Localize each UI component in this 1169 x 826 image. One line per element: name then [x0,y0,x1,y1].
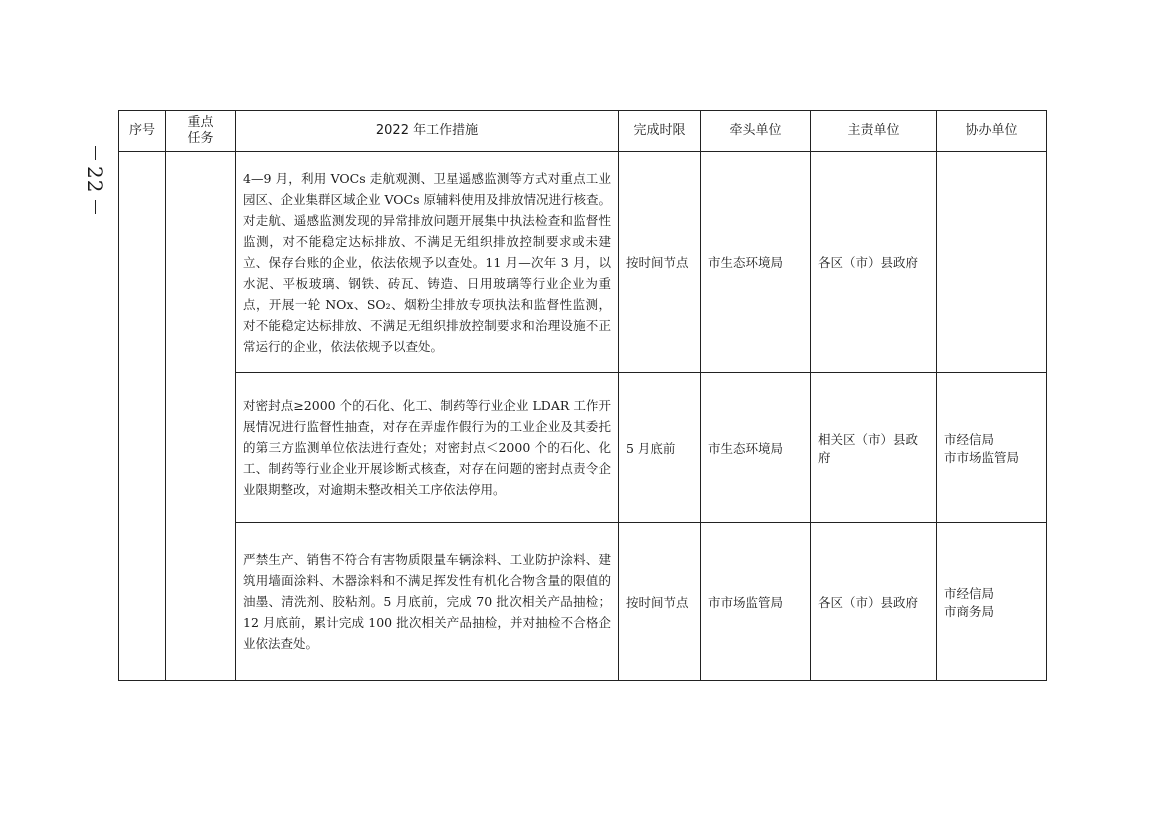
assist-unit-item: 市商务局 [944,603,995,619]
responsible-unit-cell: 各区（市）县政府 [811,152,937,373]
deadline-cell: 按时间节点 [619,523,701,681]
assist-unit-item: 市经信局 [944,431,995,447]
responsible-unit-cell: 各区（市）县政府 [811,523,937,681]
header-measures: 2022 年工作措施 [236,111,619,152]
header-responsible-unit: 主责单位 [811,111,937,152]
page-number [80,140,110,220]
header-index: 序号 [119,111,166,152]
work-measures-table [118,110,1047,681]
measure-cell: 对密封点≥2000 个的石化、化工、制药等行业企业 LDAR 工作开展情况进行监督性抽查，对存在弄虚作假行为的工业企业及其委托的第三方监测单位依法进行查处；对密封点＜2000 个的石化、化工、制药等行业企业开展诊断式核查，对存在问题的密封点责令企业限期整改，对逾期未整改相关工序依法停用。 [236,373,619,523]
assist-unit-item: 市市场监管局 [944,449,1020,465]
table-row [119,523,1047,681]
lead-unit-cell: 市生态环境局 [701,373,811,523]
header-key-task-line1: 重点 [187,115,214,130]
measure-cell: 4—9 月，利用 VOCs 走航观测、卫星遥感监测等方式对重点工业园区、企业集群区域企业 VOCs 原辅料使用及排放情况进行核查。对走航、遥感监测发现的异常排放问题开展集中执法检查和监督性监测，对不能稳定达标排放、不满足无组织排放控制要求或未建立、保存台账的企业，依法依规予以查处。11 月—次年 3 月，以水泥、平板玻璃、钢铁、砖瓦、铸造、日用玻璃等行业企业为重点，开展一轮 NOx、SO₂、烟粉尘排放专项执法和监督性监测，对不能稳定达标排放、不满足无组织排放控制要求和治理设施不正常运行的企业，依法依规予以查处。 [236,152,619,373]
key-task-cell [166,152,236,681]
assist-unit-cell [937,373,1047,523]
assist-unit-cell [937,523,1047,681]
index-cell [119,152,166,681]
responsible-unit-cell: 相关区（市）县政府 [811,373,937,523]
header-key-task-line2: 任务 [187,131,214,146]
assist-unit-cell [937,152,1047,373]
page-number-value: 22 [83,166,107,194]
table-row [119,152,1047,373]
assist-unit-item: 市经信局 [944,585,995,601]
header-deadline: 完成时限 [619,111,701,152]
lead-unit-cell: 市市场监管局 [701,523,811,681]
deadline-cell: 按时间节点 [619,152,701,373]
header-lead-unit: 牵头单位 [701,111,811,152]
page-number-dash-bottom [95,200,96,214]
table-header-row [119,111,1047,152]
header-assist-unit: 协办单位 [937,111,1047,152]
header-key-task [166,111,236,152]
lead-unit-cell: 市生态环境局 [701,152,811,373]
measure-cell: 严禁生产、销售不符合有害物质限量车辆涂料、工业防护涂料、建筑用墙面涂料、木器涂料和不满足挥发性有机化合物含量的限值的油墨、清洗剂、胶粘剂。5 月底前，完成 70 批次相关产品抽检；12 月底前，累计完成 100 批次相关产品抽检，并对抽检不合格企业依法查处。 [236,523,619,681]
deadline-cell: 5 月底前 [619,373,701,523]
table-row [119,373,1047,523]
page-number-dash-top [95,146,96,160]
